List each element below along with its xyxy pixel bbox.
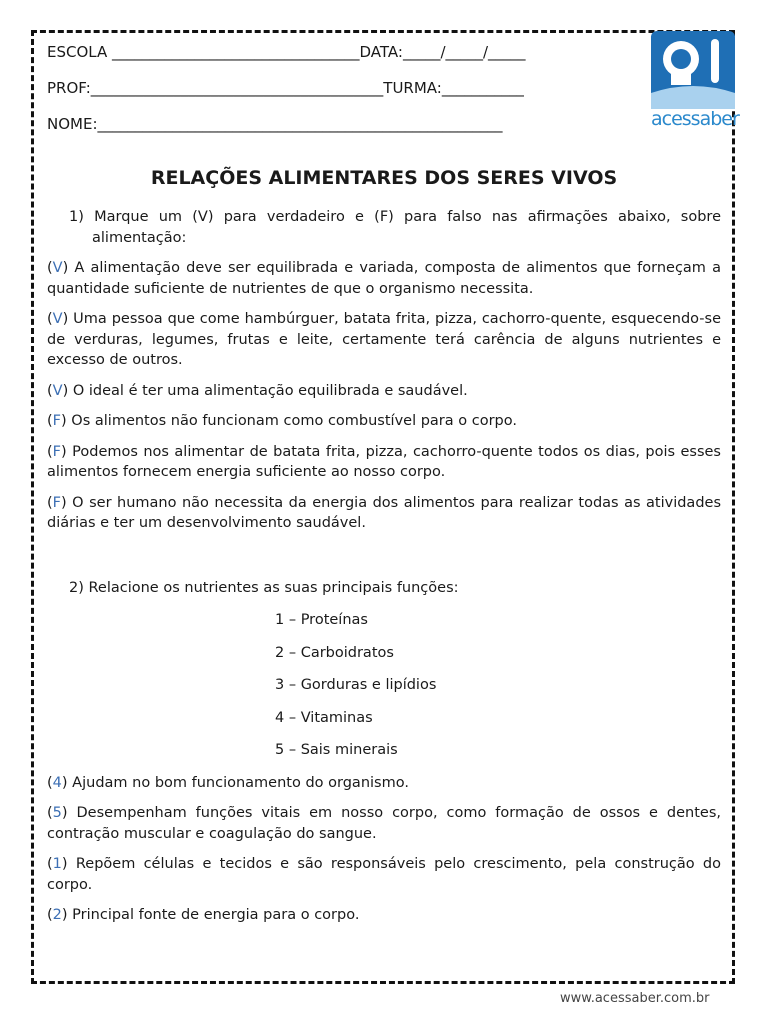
- q1-statement-text: Podemos nos alimentar de batata frita, pizza, cachorro-quente todos os dias, pois esses alimentos fornecem energia suficiente ao nosso corpo.: [47, 443, 721, 480]
- page-title: RELAÇÕES ALIMENTARES DOS SERES VIVOS: [150, 167, 618, 189]
- q2-function: (5) Desempenham funções vitais em nosso corpo, como formação de ossos e dentes, contração muscular e coagulação do sangue.: [47, 805, 721, 842]
- q1-statement-text: Uma pessoa que come hambúrguer, batata frita, pizza, cachorro-quente, esquecendo-se de verduras, legumes, frutas e leite, certamente terá carência de alguns nutrientes e excesso de outros.: [47, 311, 721, 368]
- nutrient-item: 1 – Proteínas: [275, 612, 368, 628]
- q1-answer: V: [52, 260, 63, 276]
- q1-statement: (F) O ser humano não necessita da energia dos alimentos para realizar todas as atividades diárias e ter um desenvolvimento saudável.: [47, 494, 721, 531]
- footer-website: www.acessaber.com.br: [560, 991, 710, 1006]
- q1-statement-text: O ideal é ter uma alimentação equilibrada e saudável.: [68, 382, 468, 399]
- prof-turma-line: PROF:_______________________________________TURMA:___________: [47, 79, 525, 97]
- q2-function: (2) Principal fonte de energia para o corpo.: [47, 907, 360, 923]
- q1-statement: (F) Podemos nos alimentar de batata frita, pizza, cachorro-quente todos os dias, pois esses alimentos fornecem energia suficiente ao nosso corpo.: [47, 443, 721, 480]
- q1-answer: V: [52, 311, 63, 327]
- nutrient-item: 5 – Sais minerais: [275, 742, 398, 758]
- q1-statement-text: A alimentação deve ser equilibrada e variada, composta de alimentos que forneçam a quantidade suficiente de nutrientes de que o organismo necessita.: [47, 260, 721, 297]
- logo-wordmark: acessaber: [651, 108, 739, 130]
- question-2-prompt: 2) Relacione os nutrientes as suas principais funções:: [69, 579, 459, 596]
- q1-statement-text: Os alimentos não funcionam como combustível para o corpo.: [66, 413, 517, 429]
- q1-statement-text: O ser humano não necessita da energia dos alimentos para realizar todas as atividades diárias e ter um desenvolvimento saudável.: [47, 494, 721, 531]
- q1-answer: F: [52, 443, 62, 460]
- question-1-prompt: 1) Marque um (V) para verdadeiro e (F) para falso nas afirmações abaixo, sobre alimentação:: [69, 209, 721, 246]
- escola-data-line: ESCOLA _________________________________DATA:_____/_____/_____: [47, 43, 526, 61]
- q2-answer: 1: [52, 856, 62, 872]
- nutrient-item: 3 – Gorduras e lipídios: [275, 677, 437, 693]
- q2-function-text: Ajudam no bom funcionamento do organismo.: [67, 774, 409, 791]
- q1-statement: (V) Uma pessoa que come hambúrguer, batata frita, pizza, cachorro-quente, esquecendo-se de verduras, legumes, frutas e leite, certamente terá carência de alguns nutrientes e excesso de outros.: [47, 311, 721, 368]
- nutrient-item: 4 – Vitaminas: [275, 709, 373, 726]
- q1-statement: (V) A alimentação deve ser equilibrada e variada, composta de alimentos que forneçam a quantidade suficiente de nutrientes de que o organismo necessita.: [47, 260, 721, 297]
- q2-function: (4) Ajudam no bom funcionamento do organismo.: [47, 774, 409, 791]
- q2-function-text: Desempenham funções vitais em nosso corpo, como formação de ossos e dentes, contração muscular e coagulação do sangue.: [47, 805, 721, 842]
- nome-line: NOME:______________________________________________________: [47, 115, 503, 133]
- q2-function-text: Repõem células e tecidos e são responsáveis pelo crescimento, pela construção do corpo.: [47, 856, 721, 893]
- q1-answer: V: [52, 382, 63, 399]
- q1-answer: F: [52, 413, 62, 429]
- q2-function: (1) Repõem células e tecidos e são responsáveis pelo crescimento, pela construção do corpo.: [47, 856, 721, 893]
- q2-function-text: Principal fonte de energia para o corpo.: [67, 907, 360, 923]
- worksheet-content: [47, 207, 721, 926]
- q1-statement: (F) Os alimentos não funcionam como combustível para o corpo.: [47, 413, 517, 429]
- q1-answer: F: [52, 494, 62, 511]
- q2-answer: 4: [52, 774, 62, 791]
- nutrient-item: 2 – Carboidratos: [275, 644, 394, 661]
- q1-statement: (V) O ideal é ter uma alimentação equilibrada e saudável.: [47, 382, 468, 399]
- q2-answer: 5: [52, 805, 62, 821]
- q2-answer: 2: [52, 907, 62, 923]
